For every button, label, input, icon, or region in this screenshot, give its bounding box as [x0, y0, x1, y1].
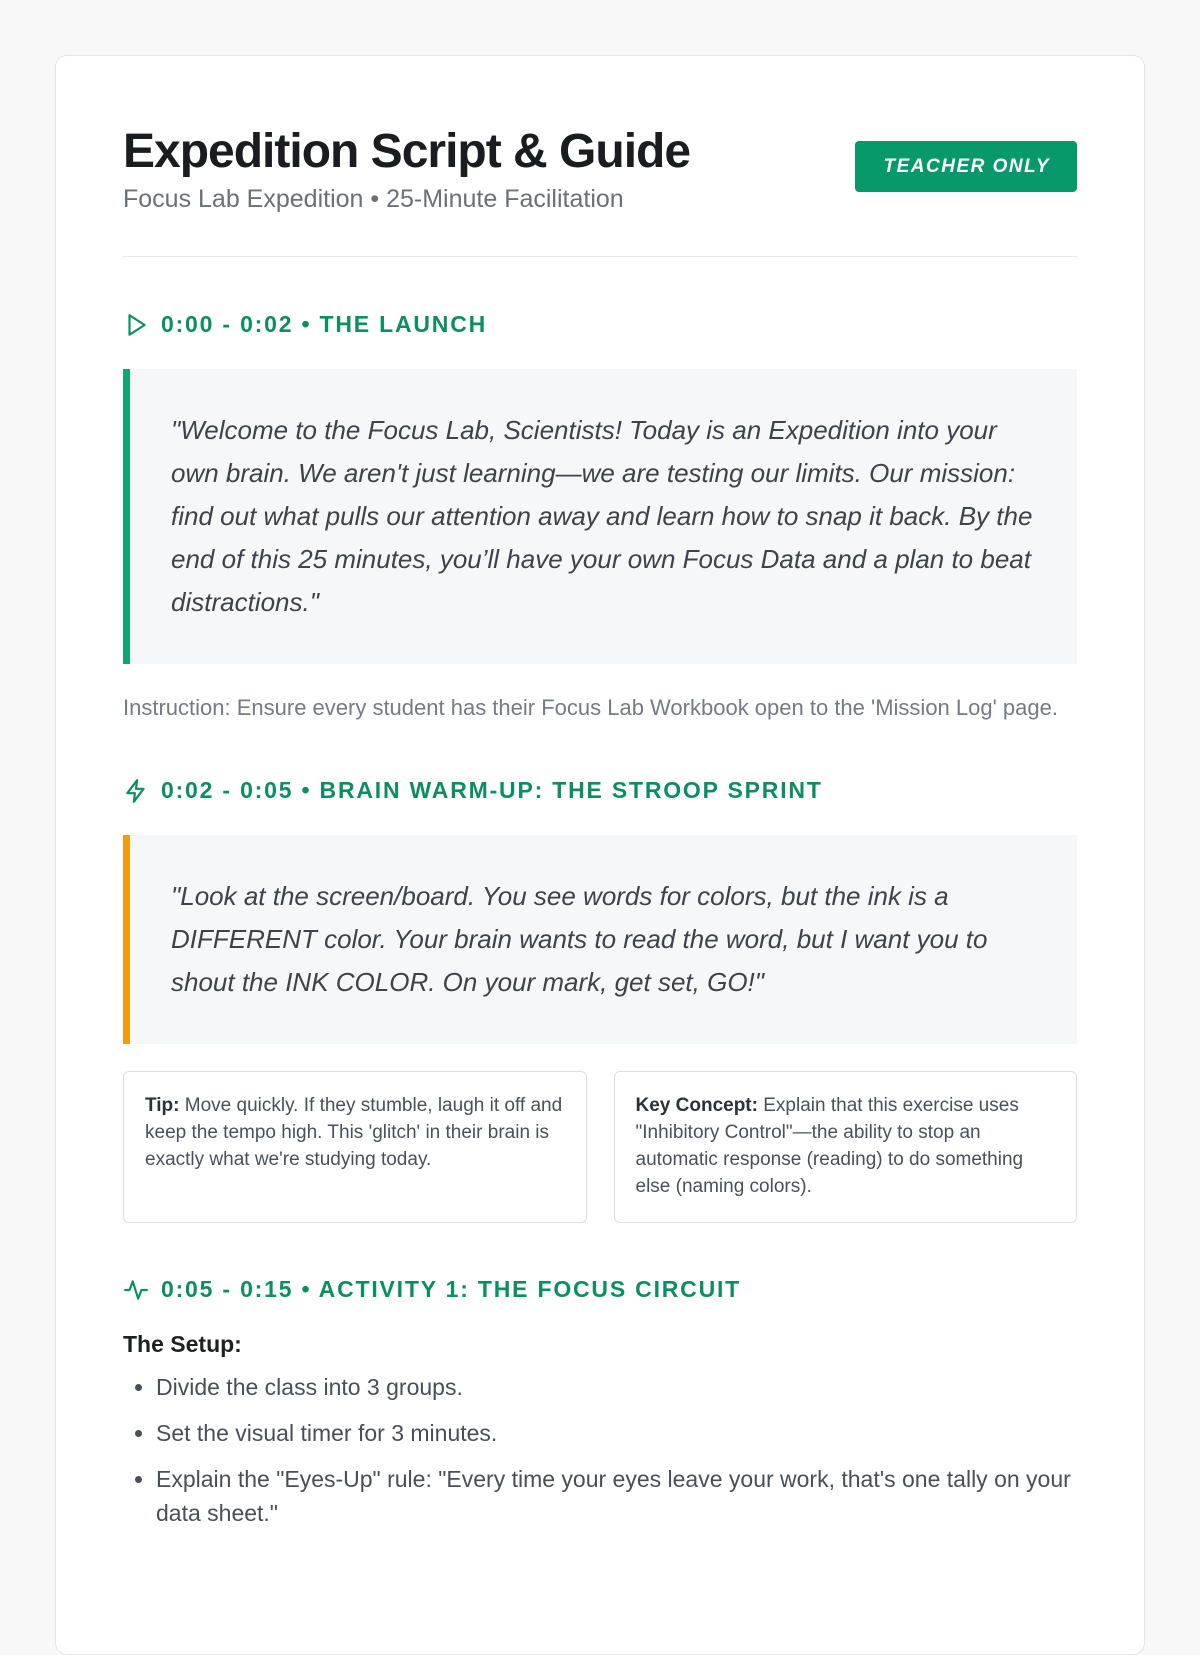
key-concept-label: Key Concept: [635, 1094, 758, 1116]
tip-label: Tip: [145, 1094, 180, 1116]
section-heading [123, 778, 1077, 804]
title-block [123, 126, 690, 214]
lightning-icon [123, 778, 149, 804]
list-item: • Set the visual timer for 3 minutes. [156, 1416, 1077, 1450]
setup-label: The Setup: [123, 1330, 242, 1357]
guide-card [55, 55, 1145, 1655]
section-heading-text: 0:02 - 0:05 • BRAIN WARM-UP: THE STROOP SPRINT [161, 777, 823, 804]
script-quote: "Look at the screen/board. You see words for colors, but the ink is a DIFFERENT color. Your brain wants to read the word, but I want you to shout the INK COLOR. On your mark, get set, GO!" [123, 835, 1077, 1044]
list-item: • Divide the class into 3 groups. [156, 1370, 1077, 1404]
play-icon [123, 312, 149, 338]
section-heading [123, 1277, 1077, 1303]
page-header [123, 126, 1077, 257]
section-heading-text: 0:05 - 0:15 • ACTIVITY 1: THE FOCUS CIRCUIT [161, 1276, 742, 1303]
script-quote: "Welcome to the Focus Lab, Scientists! Today is an Expedition into your own brain. We aren't just learning—we are testing our limits. Our mission: find out what pulls our attention away and learn how to snap it back. By the end of this 25 minutes, you’ll have your own Focus Data and a plan to beat distractions." [123, 369, 1077, 664]
list-item: • Explain the "Eyes-Up" rule: "Every time your eyes leave your work, that's one tally on your data sheet." [156, 1462, 1077, 1530]
page-title: Expedition Script & Guide [123, 125, 691, 178]
key-concept-text: Explain that this exercise uses "Inhibitory Control"—the ability to stop an automatic response (reading) to do something else (naming colors). [635, 1094, 1024, 1197]
instruction-text: Instruction: Ensure every student has their Focus Lab Workbook open to the 'Mission Log' page. [123, 694, 1058, 720]
tip-text: Move quickly. If they stumble, laugh it off and keep the tempo high. This 'glitch' in their brain is exactly what we're studying today. [145, 1094, 563, 1170]
section-launch [123, 312, 1077, 724]
key-concept-box [614, 1071, 1078, 1223]
section-heading-text: 0:00 - 0:02 • THE LAUNCH [161, 311, 488, 338]
section-stroop-sprint [123, 778, 1077, 1223]
tips-row [123, 1071, 1077, 1223]
section-heading [123, 312, 1077, 338]
tip-box [123, 1071, 587, 1223]
setup-steps [123, 1370, 1077, 1530]
teacher-only-badge: TEACHER ONLY [855, 141, 1077, 192]
pulse-icon [123, 1277, 149, 1303]
page-subtitle: Focus Lab Expedition • 25-Minute Facilitation [123, 184, 624, 213]
section-focus-circuit [123, 1277, 1077, 1530]
